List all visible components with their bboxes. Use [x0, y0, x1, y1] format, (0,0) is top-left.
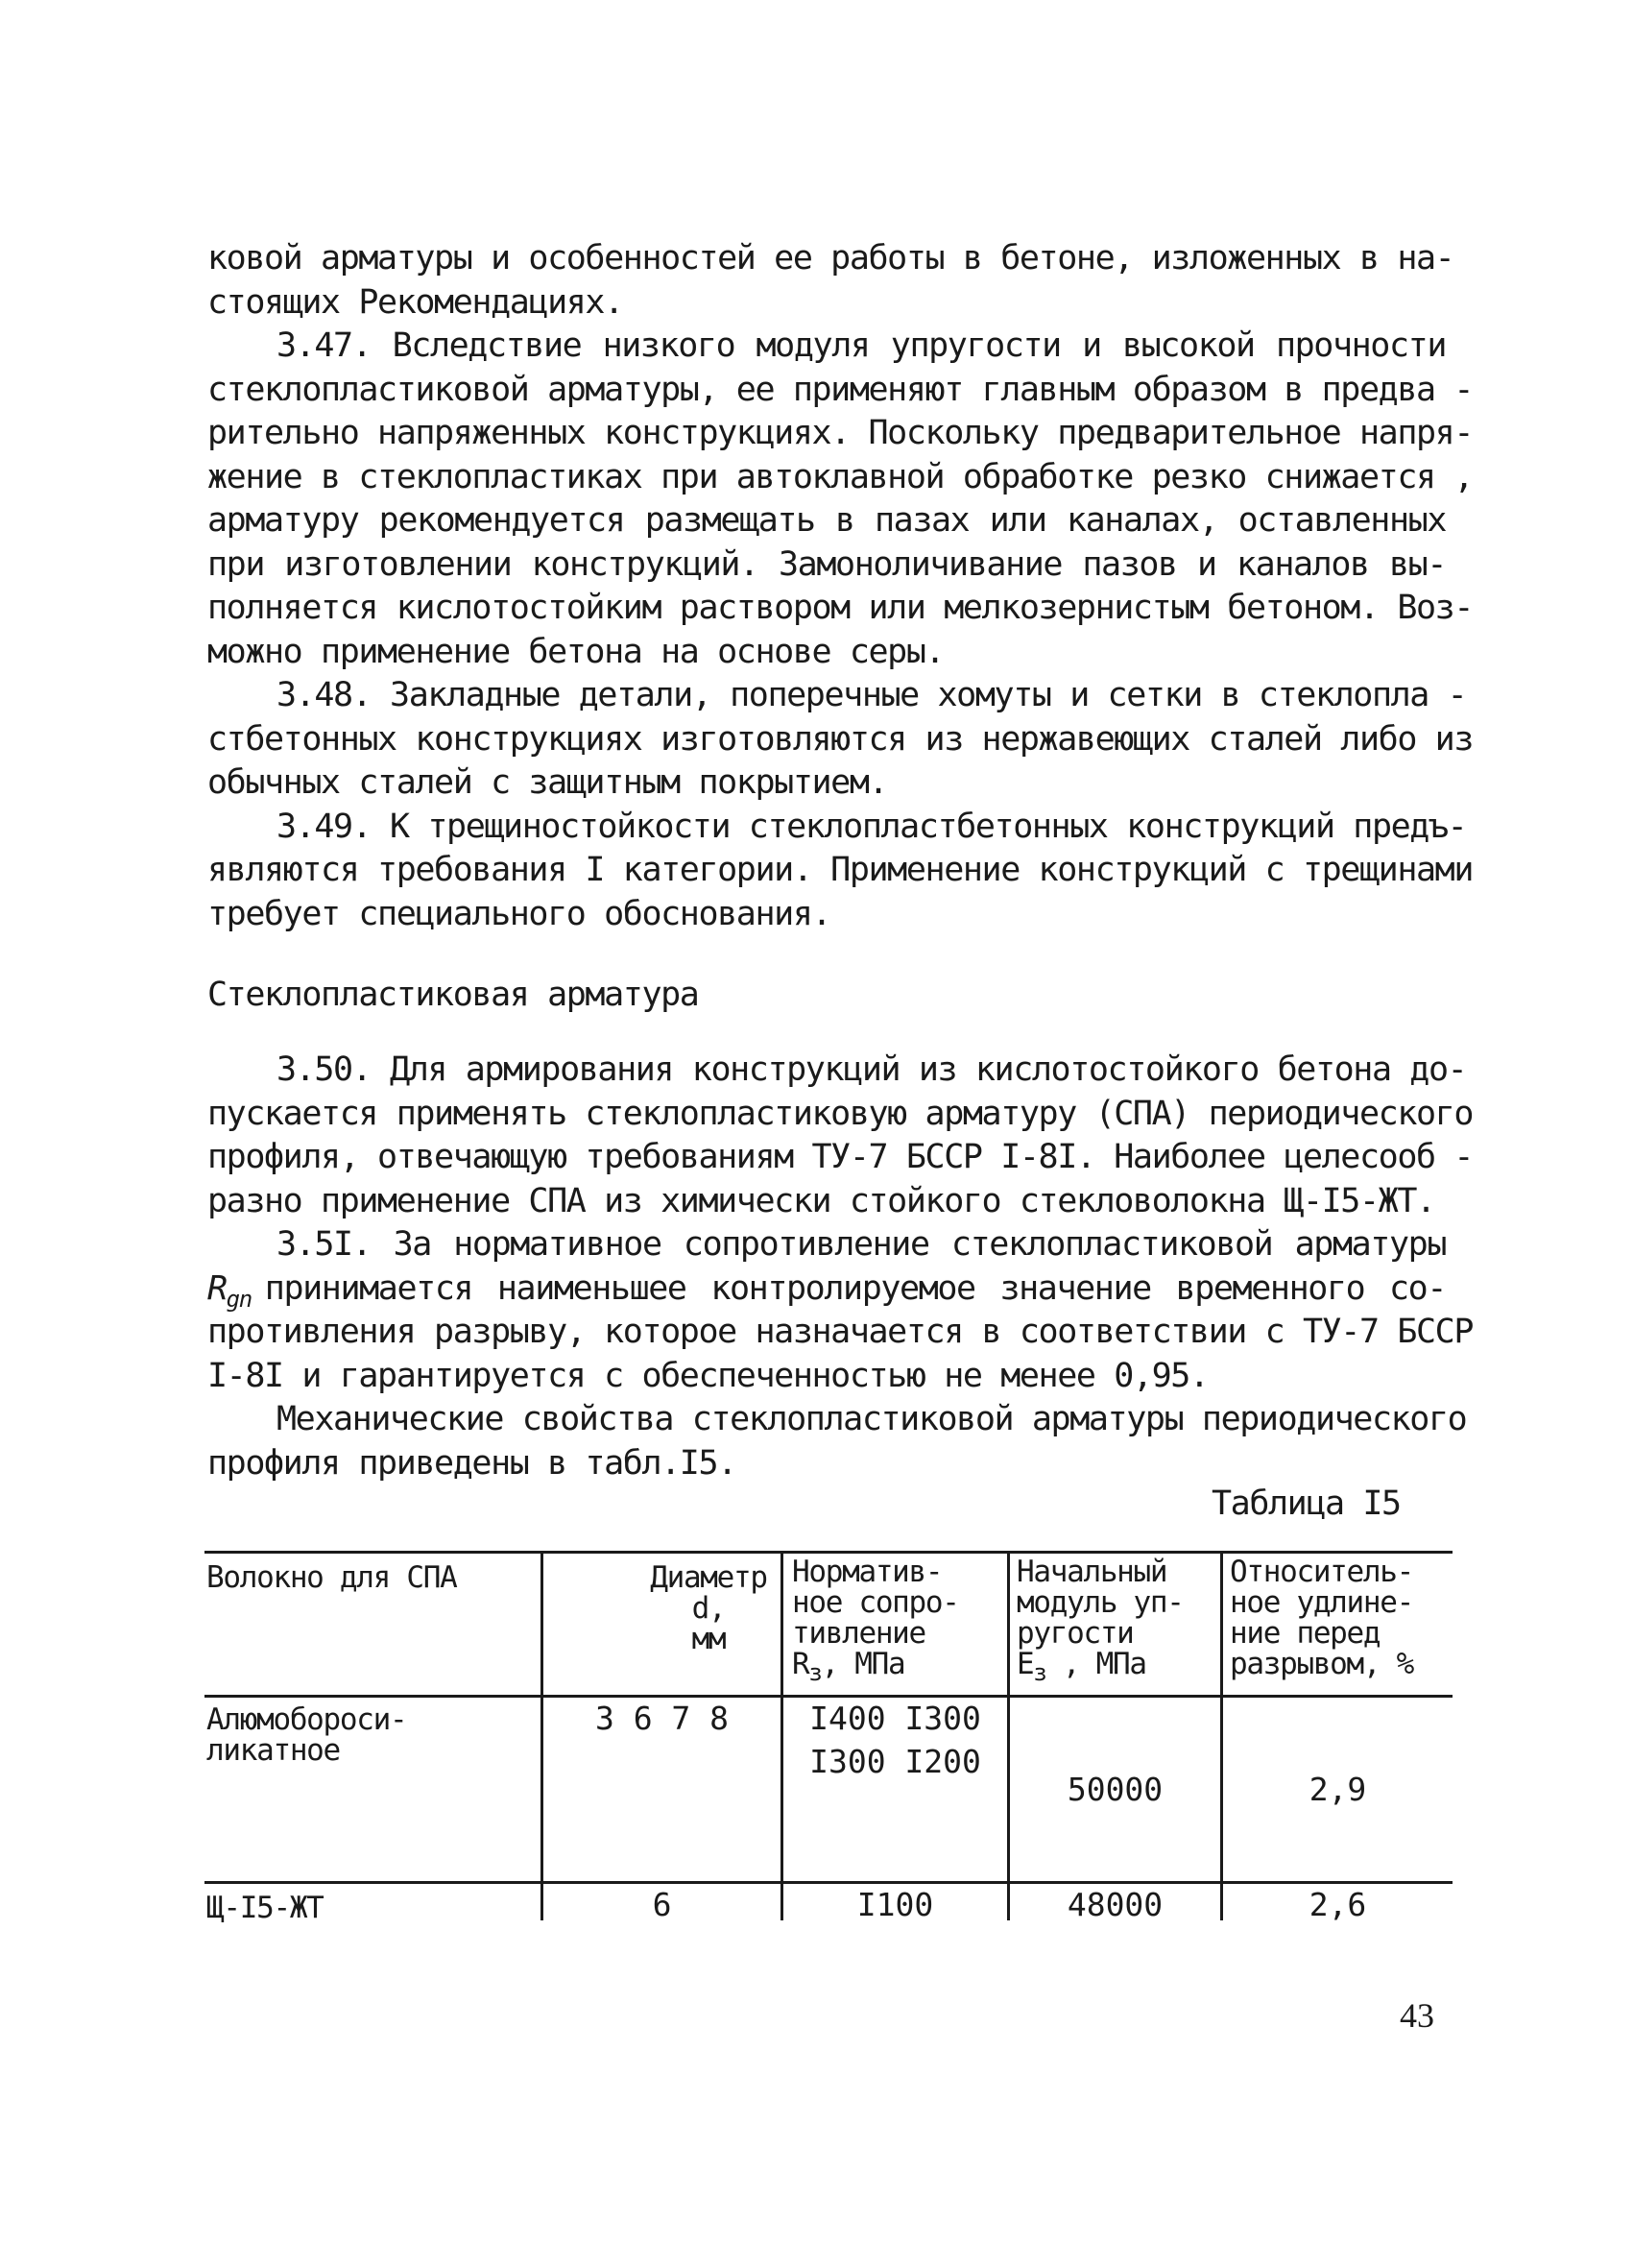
row2-resistances: I100	[856, 1886, 934, 1923]
text-line: 3.50. Для армирования конструкций из кислотостойкого бетона до-	[276, 1050, 1467, 1089]
text-line-rest: принимается наименьшее контролируемое значение временного со-	[264, 1269, 1446, 1308]
row2-elongation: 2,6	[1309, 1886, 1367, 1923]
text-line: 3.47. Вследствие низкого модуля упругости и высокой прочности	[276, 326, 1446, 365]
table-column-border	[1220, 1551, 1223, 1920]
text-line: обычных сталей с защитным покрытием.	[207, 763, 888, 802]
text-line: являются требования I категории. Применение конструкций с трещинами	[207, 851, 1474, 889]
text-line: стбетонных конструкциях изготовляются из нержавеющих сталей либо из	[207, 720, 1474, 759]
row1-fiber: Алюмобороси- ликатное	[206, 1702, 407, 1768]
text-line: стеклопластиковой арматуры, ее применяют главным образом в предва -	[207, 371, 1474, 409]
table-top-border	[204, 1551, 1453, 1554]
text-line: разно применение СПА из химически стойкого стекловолокна Щ-I5-ЖТ.	[207, 1182, 1435, 1220]
section-heading: Стеклопластиковая арматура	[207, 976, 699, 1014]
header-elongation: Относитель- ное удлине- ние перед разрывом, %	[1230, 1555, 1413, 1681]
text-line: I-8I и гарантируется с обеспеченностью не менее 0,95.	[207, 1357, 1209, 1395]
text-line: профиля приведены в табл.I5.	[207, 1444, 736, 1483]
text-line: рительно напряженных конструкциях. Поскольку предварительное напря-	[207, 414, 1474, 452]
text-line: противления разрыву, которое назначается в соответствии с ТУ-7 БССР	[207, 1313, 1474, 1351]
row2-diameters: 6	[652, 1886, 672, 1923]
text-line: можно применение бетона на основе серы.	[207, 633, 945, 671]
text-line: 3.48. Закладные детали, поперечные хомуты и сетки в стеклопла -	[276, 676, 1467, 714]
row2-fiber: Щ-I5-ЖТ	[206, 1891, 324, 1925]
text-line: 3.5I. За нормативное сопротивление стеклопластиковой арматуры	[276, 1225, 1446, 1264]
text-line: при изготовлении конструкций. Замоноличивание пазов и каналов вы-	[207, 545, 1446, 584]
row1-modulus: 50000	[1067, 1771, 1164, 1808]
text-line: полняется кислотостойким раствором или мелкозернистым бетоном. Воз-	[207, 589, 1474, 627]
header-diameter: Диаметр d, мм	[650, 1560, 767, 1656]
text-line: жение в стеклопластиках при автоклавной обработке резко снижается ,	[207, 458, 1474, 496]
text-line: Механические свойства стеклопластиковой арматуры периодического	[276, 1400, 1467, 1438]
text-line: ковой арматуры и особенностей ее работы в бетоне, изложенных в на-	[207, 239, 1454, 277]
header-modulus: Начальный модуль уп- ругости $E_з$ , МПа	[1017, 1555, 1184, 1687]
table-caption: Таблица I5	[1212, 1484, 1401, 1523]
text-line: пускается применять стеклопластиковую арматуру (СПА) периодического	[207, 1095, 1474, 1133]
row2-modulus: 48000	[1067, 1886, 1164, 1923]
row1-elongation: 2,9	[1309, 1771, 1367, 1808]
header-resistance: Норматив- ное сопро- тивление $R_з$, МПа	[792, 1555, 959, 1687]
text-line: стоящих Рекомендациях.	[207, 283, 623, 322]
header-fiber: Волокно для СПА	[206, 1560, 457, 1595]
text-line: 3.49. К трещиностойкости стеклопластбетонных конструкций предъ-	[276, 808, 1467, 846]
text-line: требует специального обоснования.	[207, 895, 831, 933]
text-line: арматуру рекомендуется размещать в пазах или каналах, оставленных	[207, 501, 1446, 540]
page-number: 43	[1400, 1996, 1434, 2035]
properties-table	[204, 1551, 1453, 1925]
symbol-r-gn: $R_{gn}$	[207, 1269, 252, 1313]
row1-resistances: I400 I300 I300 I200	[809, 1700, 981, 1780]
text-line: профиля, отвечающую требованиям ТУ-7 БССР I-8I. Наиболее целесооб -	[207, 1138, 1474, 1176]
row1-diameters: 3 6 7 8	[594, 1700, 730, 1737]
